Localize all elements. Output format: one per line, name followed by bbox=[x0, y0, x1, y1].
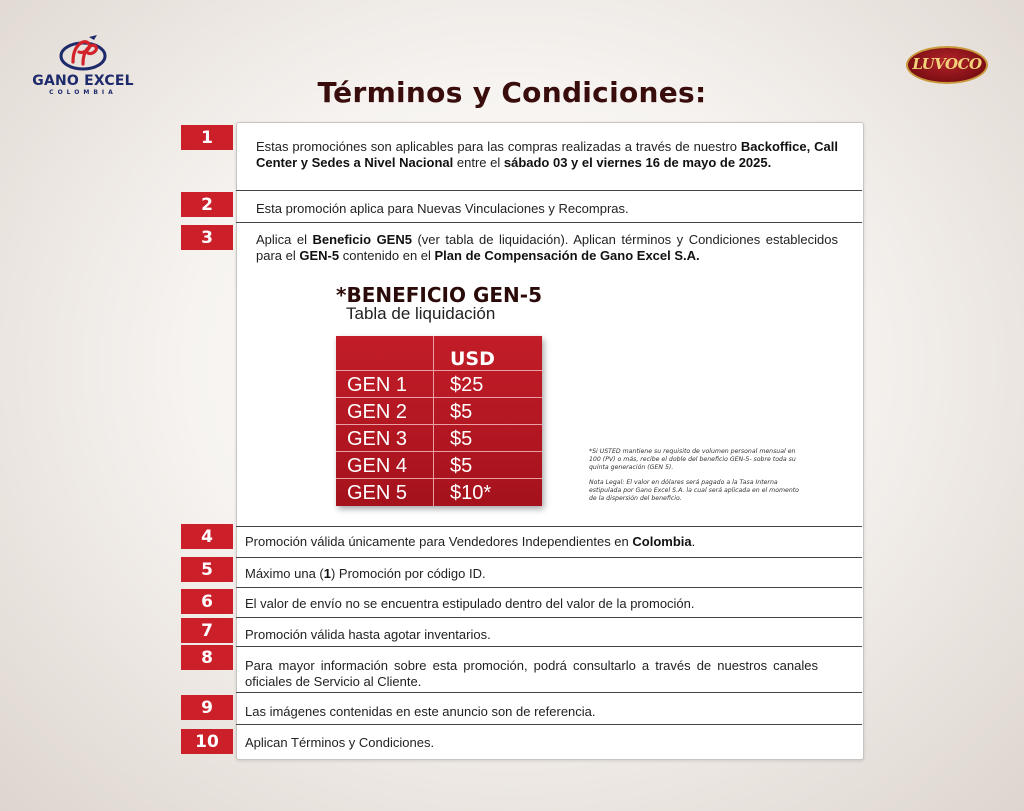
row-divider bbox=[236, 617, 862, 618]
benefit-title: *BENEFICIO GEN-5 bbox=[336, 283, 542, 307]
term-text: Máximo una (1) Promoción por código ID. bbox=[245, 566, 486, 581]
term-number-badge: 9 bbox=[181, 695, 233, 720]
term-text: Aplica el Beneficio GEN5 (ver tabla de liquidación). Aplican términos y Condiciones establecidos para el GEN-5 contenido en el Plan de Compensación de Gano Excel S.A. bbox=[256, 232, 839, 263]
term-number-badge: 1 bbox=[181, 125, 233, 150]
term-text: Estas promociónes son aplicables para las compras realizadas a través de nuestro Backoffice, Call Center y Sedes a Nivel Nacional entre el sábado 03 y el viernes 16 de mayo de 2025. bbox=[256, 139, 838, 170]
page-title: Términos y Condiciones: bbox=[317, 76, 707, 109]
row-divider bbox=[236, 526, 862, 527]
row-divider bbox=[236, 557, 862, 558]
benefit-footnote: *Si USTED mantiene su requisito de volumen personal mensual en 100 (PV) o más, recibe el doble del beneficio GEN-5- sobre toda su quinta generación (GEN 5). bbox=[589, 448, 796, 471]
term-text: Aplican Términos y Condiciones. bbox=[245, 735, 435, 750]
row-divider bbox=[236, 692, 862, 693]
brand-name-right: LUVOCO bbox=[912, 55, 982, 73]
table-header-usd: USD bbox=[450, 348, 495, 370]
row-divider bbox=[236, 724, 862, 725]
table-gen-label: GEN 4 bbox=[347, 455, 408, 477]
table-gen-label: GEN 2 bbox=[347, 401, 408, 423]
table-gen-label: GEN 5 bbox=[347, 482, 408, 504]
term-number-badge: 10 bbox=[181, 729, 233, 754]
brand-name-left: GANO EXCEL bbox=[32, 73, 134, 89]
table-gen-label: GEN 3 bbox=[347, 428, 408, 450]
term-text: El valor de envío no se encuentra estipulado dentro del valor de la promoción. bbox=[245, 596, 695, 611]
term-number-badge: 2 bbox=[181, 192, 233, 217]
row-divider bbox=[236, 646, 862, 647]
table-column-divider bbox=[433, 336, 434, 506]
term-text: Esta promoción aplica para Nuevas Vinculaciones y Recompras. bbox=[256, 201, 629, 216]
table-gen-label: GEN 1 bbox=[347, 374, 408, 396]
liquidation-table bbox=[336, 336, 542, 506]
term-number-badge: 6 bbox=[181, 589, 233, 614]
row-divider bbox=[236, 587, 862, 588]
table-gen-value: $5 bbox=[450, 455, 473, 477]
term-text: Promoción válida únicamente para Vendedores Independientes en Colombia. bbox=[245, 534, 696, 549]
table-gen-value: $25 bbox=[450, 374, 484, 396]
term-text: Promoción válida hasta agotar inventarios. bbox=[245, 627, 491, 642]
row-divider bbox=[236, 222, 862, 223]
term-text: Las imágenes contenidas en este anuncio son de referencia. bbox=[245, 704, 596, 719]
table-gen-value: $10* bbox=[450, 482, 492, 504]
term-number-badge: 4 bbox=[181, 524, 233, 549]
legal-note: Nota Legal: El valor en dólares será pagado a la Tasa Interna estipulada por Gano Excel S.A. la cual será aplicada en el momento de la dispersión del beneficio. bbox=[589, 479, 799, 502]
table-gen-value: $5 bbox=[450, 428, 473, 450]
table-gen-value: $5 bbox=[450, 401, 473, 423]
term-text: Para mayor información sobre esta promoción, podrá consultarlo a través de nuestros canales oficiales de Servicio al Cliente. bbox=[245, 658, 818, 689]
row-divider bbox=[236, 190, 862, 191]
term-number-badge: 7 bbox=[181, 618, 233, 643]
brand-country-left: COLOMBIA bbox=[49, 89, 117, 96]
term-number-badge: 8 bbox=[181, 645, 233, 670]
term-number-badge: 3 bbox=[181, 225, 233, 250]
table-row-divider bbox=[336, 370, 542, 371]
benefit-subtitle: Tabla de liquidación bbox=[346, 304, 496, 323]
term-number-badge: 5 bbox=[181, 557, 233, 582]
gano-excel-emblem-icon bbox=[59, 32, 107, 72]
